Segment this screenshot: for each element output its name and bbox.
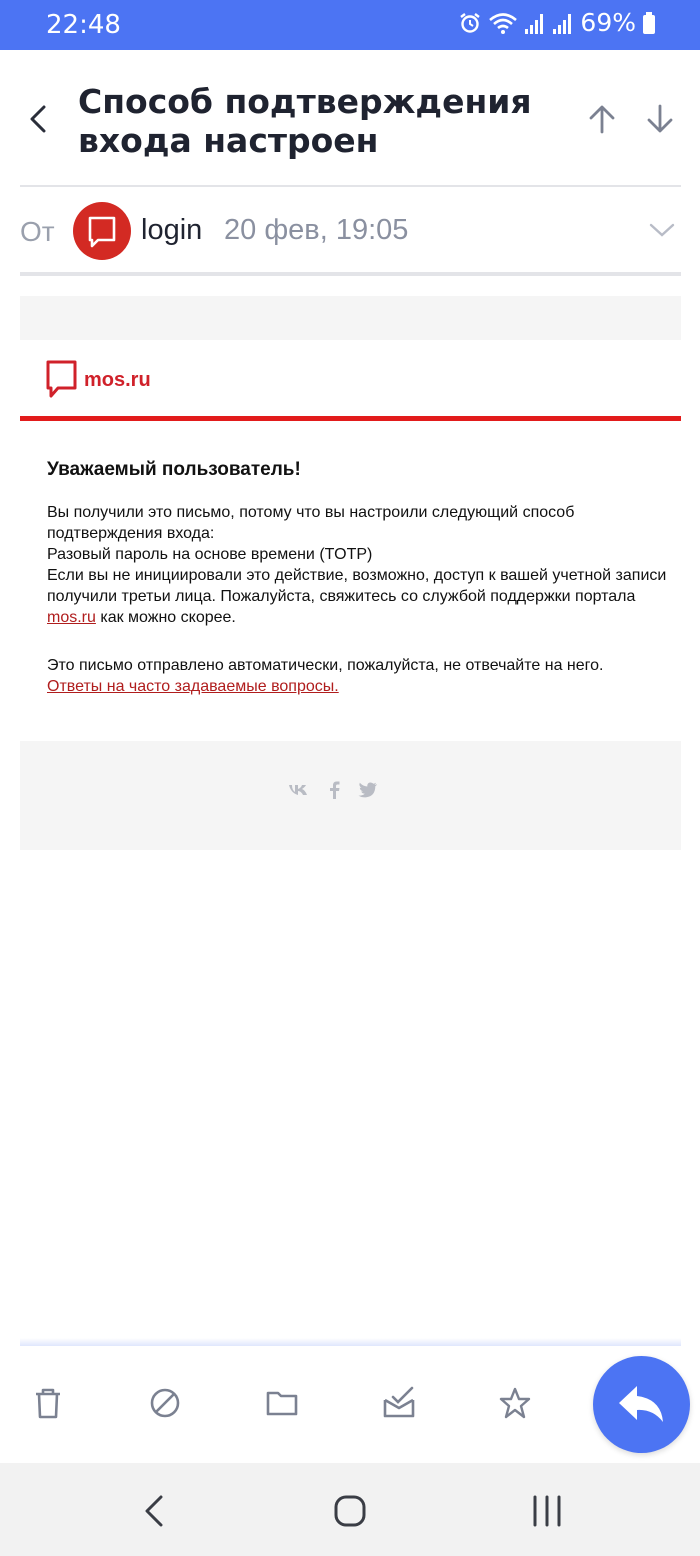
status-time: 22:48: [46, 10, 121, 40]
body-line: Вы получили это письмо, потому что вы настроили следующий способ подтверждения входа:: [47, 504, 575, 542]
alarm-icon: [458, 11, 482, 35]
faq-link[interactable]: Ответы на часто задаваемые вопросы.: [47, 678, 339, 695]
mos-logo: [46, 360, 151, 400]
reply-icon: [593, 1356, 690, 1453]
page-title: Способ подтверждения входа настроен: [78, 82, 532, 160]
mark-read-icon[interactable]: [382, 1386, 416, 1420]
wifi-icon: [488, 11, 518, 35]
body-text-span: как можно скорее.: [95, 609, 236, 626]
star-icon[interactable]: [498, 1386, 532, 1420]
chevron-down-icon[interactable]: [648, 220, 676, 240]
accent-line: [20, 416, 681, 421]
twitter-icon[interactable]: [358, 782, 378, 798]
email-footer: [20, 741, 681, 850]
sender-row[interactable]: [0, 190, 700, 272]
social-links: [288, 781, 378, 799]
body-line: Разовый пароль на основе времени (TOTP): [47, 546, 373, 563]
body-text-span: Если вы не инициировали это действие, возможно, доступ к вашей учетной записи получили третьи лица. Пожалуйста, свяжитесь со службой поддержки портала: [47, 567, 667, 605]
divider: [20, 272, 681, 276]
reply-button[interactable]: [593, 1356, 690, 1453]
signal-icon: [524, 11, 546, 35]
from-label: От: [20, 216, 55, 247]
sender-name: login: [141, 214, 203, 246]
trash-icon[interactable]: [31, 1386, 65, 1420]
body-line: [47, 565, 667, 628]
logo-text: mos.ru: [84, 368, 151, 391]
email-top-band: [20, 296, 681, 340]
folder-icon[interactable]: [265, 1386, 299, 1420]
battery-percent: 69%: [580, 8, 636, 37]
home-icon[interactable]: [330, 1493, 370, 1529]
mos-link[interactable]: mos.ru: [47, 609, 96, 626]
facebook-icon[interactable]: [328, 781, 340, 799]
chevron-left-icon[interactable]: [22, 102, 56, 136]
back-icon[interactable]: [135, 1493, 175, 1529]
recents-icon[interactable]: [527, 1493, 567, 1529]
status-icons: [458, 8, 656, 37]
arrow-up-icon[interactable]: [586, 102, 618, 136]
divider: [20, 185, 681, 187]
mos-logo-icon: [46, 360, 78, 400]
toolbar-shadow: [20, 1338, 681, 1346]
vk-icon[interactable]: [288, 783, 310, 797]
email-greeting: Уважаемый пользователь!: [47, 459, 301, 480]
battery-icon: [642, 11, 656, 35]
status-bar: [0, 0, 700, 50]
spam-icon[interactable]: [148, 1386, 182, 1420]
message-date: 20 фев, 19:05: [224, 214, 409, 246]
avatar: [73, 202, 131, 260]
arrow-down-icon[interactable]: [644, 102, 676, 136]
auto-notice: Это письмо отправлено автоматически, пожалуйста, не отвечайте на него.: [47, 657, 604, 674]
signal-icon: [552, 11, 574, 35]
mos-logo-icon: [73, 202, 131, 260]
message-header: [0, 50, 700, 186]
system-nav-bar: [0, 1463, 700, 1556]
email-body: [47, 502, 667, 697]
